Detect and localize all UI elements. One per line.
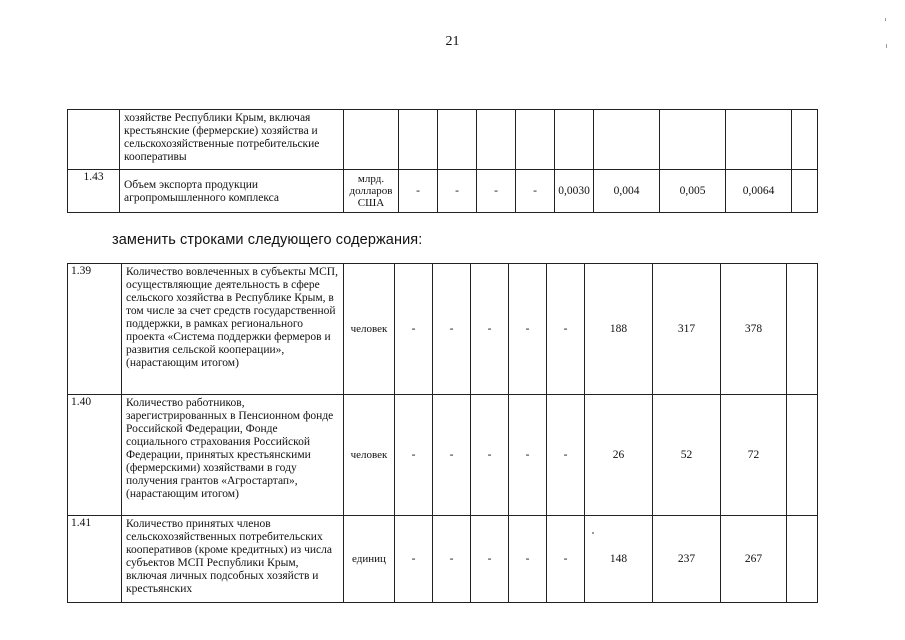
value-cell: 378	[721, 264, 787, 395]
value-cell	[660, 110, 726, 170]
value-cell: 0,005	[660, 170, 726, 213]
table-row	[68, 516, 818, 603]
value-cell: 237	[653, 516, 721, 603]
scan-speck	[592, 532, 594, 534]
value-cell: -	[471, 395, 509, 516]
value-cell	[726, 110, 792, 170]
indicator-name: Количество вовлеченных в субъекты МСП, осуществляющие деятельность в сфере сельского хозяйства в Республике Крым, в том числе за счет средств государственной поддержки, в рамках регионального проекта «Система поддержки фермеров и развития сельской кооперации», (нарастающим итогом)	[122, 264, 344, 395]
indicator-name: Количество работников, зарегистрированных в Пенсионном фонде Российской Федерации, Фонде социального страхования Российской Федерации, принятых крестьянскими (фермерскими) хозяйствами в году получения грантов «Агростартап», (нарастающим итогом)	[122, 395, 344, 516]
value-cell: -	[509, 395, 547, 516]
value-cell	[516, 110, 555, 170]
table-row	[68, 264, 818, 395]
value-cell: -	[395, 516, 433, 603]
row-number: 1.43	[68, 170, 120, 213]
value-cell	[792, 110, 818, 170]
replacement-instruction: заменить строками следующего содержания:	[112, 232, 423, 248]
indicator-name: Объем экспорта продукции агропромышленного комплекса	[120, 170, 344, 213]
row-number: 1.41	[68, 516, 122, 603]
value-cell: 0,004	[594, 170, 660, 213]
value-cell: 188	[585, 264, 653, 395]
value-cell	[787, 395, 818, 516]
value-cell: -	[438, 170, 477, 213]
value-cell: -	[547, 516, 585, 603]
value-cell: -	[433, 395, 471, 516]
table-row	[68, 170, 818, 213]
value-cell: -	[547, 395, 585, 516]
table-row	[68, 395, 818, 516]
value-cell	[438, 110, 477, 170]
value-cell: 26	[585, 395, 653, 516]
value-cell: 0,0064	[726, 170, 792, 213]
unit-cell	[344, 110, 399, 170]
value-cell: -	[433, 264, 471, 395]
value-cell: -	[433, 516, 471, 603]
value-cell: -	[509, 516, 547, 603]
value-cell: -	[547, 264, 585, 395]
indicator-table-old	[67, 109, 818, 213]
indicator-table-new	[67, 263, 818, 603]
value-cell: -	[395, 264, 433, 395]
page-number: 21	[445, 34, 460, 49]
unit-cell: человек	[344, 395, 395, 516]
indicator-name: хозяйстве Республики Крым, включая крестьянские (фермерские) хозяйства и сельскохозяйственные потребительские кооперативы	[120, 110, 344, 170]
unit-cell: млрд. долларов США	[344, 170, 399, 213]
value-cell: -	[395, 395, 433, 516]
value-cell: 0,0030	[555, 170, 594, 213]
scan-speck	[885, 18, 886, 21]
row-number	[68, 110, 120, 170]
value-cell: -	[471, 516, 509, 603]
value-cell: 267	[721, 516, 787, 603]
scan-speck	[886, 44, 887, 48]
value-cell	[555, 110, 594, 170]
value-cell: -	[471, 264, 509, 395]
table-row	[68, 110, 818, 170]
value-cell	[477, 110, 516, 170]
value-cell: 317	[653, 264, 721, 395]
row-number: 1.40	[68, 395, 122, 516]
indicator-name: Количество принятых членов сельскохозяйственных потребительских кооперативов (кроме кредитных) из числа субъектов МСП Республики Крым, включая личных подсобных хозяйств и крестьянских	[122, 516, 344, 603]
unit-cell: человек	[344, 264, 395, 395]
value-cell	[787, 264, 818, 395]
value-cell	[787, 516, 818, 603]
value-cell: 148	[585, 516, 653, 603]
value-cell: -	[477, 170, 516, 213]
value-cell: -	[399, 170, 438, 213]
value-cell: 52	[653, 395, 721, 516]
unit-cell: единиц	[344, 516, 395, 603]
value-cell: -	[516, 170, 555, 213]
value-cell: 72	[721, 395, 787, 516]
value-cell	[594, 110, 660, 170]
value-cell: -	[509, 264, 547, 395]
value-cell	[399, 110, 438, 170]
value-cell	[792, 170, 818, 213]
row-number: 1.39	[68, 264, 122, 395]
